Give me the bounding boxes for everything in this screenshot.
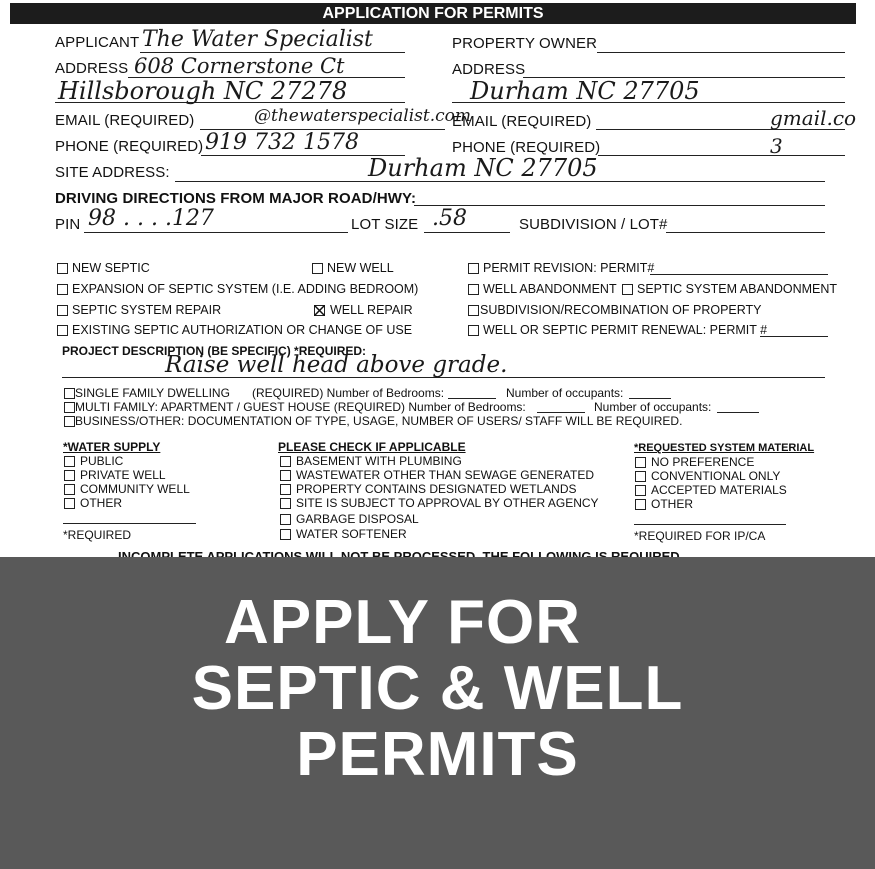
wetlands-label: PROPERTY CONTAINS DESIGNATED WETLANDS <box>296 482 577 496</box>
applicant-label: APPLICANT <box>55 34 140 51</box>
conventional-label: CONVENTIONAL ONLY <box>651 469 781 483</box>
owner-address-label: ADDRESS <box>452 61 526 78</box>
well-abandonment-label: WELL ABANDONMENT <box>483 282 617 296</box>
subdivision-recomb-checkbox[interactable] <box>468 305 479 316</box>
lot-size-value: .58 <box>432 206 467 231</box>
checkmark-x-icon <box>314 305 325 316</box>
owner-phone-label: PHONE (REQUIRED) <box>452 139 601 156</box>
property-owner-label: PROPERTY OWNER <box>452 35 598 52</box>
project-desc-value: Raise well head above grade. <box>165 352 508 378</box>
check-applicable-heading: PLEASE CHECK IF APPLICABLE <box>278 440 466 454</box>
address-label: ADDRESS <box>55 60 129 77</box>
new-well-checkbox[interactable] <box>312 263 323 274</box>
expansion-label: EXPANSION OF SEPTIC SYSTEM (I.E. ADDING BEDROOM) <box>72 282 419 296</box>
business-checkbox[interactable] <box>64 416 75 427</box>
applicant-line <box>140 52 405 53</box>
single-family-checkbox[interactable] <box>64 388 75 399</box>
system-material-heading: *REQUESTED SYSTEM MATERIAL <box>634 442 815 454</box>
single-family-bedrooms-label: (REQUIRED) Number of Bedrooms: <box>252 386 445 400</box>
email-value: @thewaterspecialist.com <box>254 106 472 126</box>
garbage-disposal-checkbox[interactable] <box>280 514 291 525</box>
owner-phone-line <box>598 155 845 156</box>
basement-checkbox[interactable] <box>280 456 291 467</box>
owner-city-value: Durham NC 27705 <box>470 77 700 105</box>
material-other-label: OTHER <box>651 497 693 511</box>
pin-label: PIN <box>55 216 81 233</box>
apply-banner[interactable] <box>0 557 875 869</box>
existing-septic-checkbox[interactable] <box>57 325 68 336</box>
water-supply-other-label: OTHER <box>80 496 122 510</box>
water-supply-footer: *REQUIRED <box>63 528 132 542</box>
site-address-label: SITE ADDRESS: <box>55 164 170 181</box>
banner-line-2: SEPTIC & WELL <box>191 654 684 723</box>
banner-line-3: PERMITS <box>296 720 579 789</box>
water-supply-other-checkbox[interactable] <box>64 498 75 509</box>
water-supply-private-label: PRIVATE WELL <box>80 468 166 482</box>
water-supply-heading: *WATER SUPPLY <box>63 440 161 454</box>
multi-family-bedrooms-line <box>537 412 585 413</box>
water-softener-checkbox[interactable] <box>280 529 291 540</box>
wastewater-label: WASTEWATER OTHER THAN SEWAGE GENERATED <box>296 468 595 482</box>
city-value: Hillsborough NC 27278 <box>58 77 348 105</box>
renewal-checkbox[interactable] <box>468 325 479 336</box>
owner-phone-value: 3 <box>770 134 783 158</box>
owner-email-label: EMAIL (REQUIRED) <box>452 113 592 130</box>
renewal-label: WELL OR SEPTIC PERMIT RENEWAL: PERMIT # <box>483 323 768 337</box>
septic-abandonment-label: SEPTIC SYSTEM ABANDONMENT <box>637 282 838 296</box>
conventional-checkbox[interactable] <box>635 471 646 482</box>
subdivision-recomb-label: SUBDIVISION/RECOMBINATION OF PROPERTY <box>480 303 762 317</box>
pin-line <box>84 232 348 233</box>
material-line <box>634 524 786 525</box>
wetlands-checkbox[interactable] <box>280 484 291 495</box>
form-title-bar <box>10 3 856 24</box>
property-owner-line <box>597 52 845 53</box>
permit-revision-label: PERMIT REVISION: PERMIT# <box>483 261 655 275</box>
phone-label: PHONE (REQUIRED) <box>55 138 204 155</box>
lot-size-line <box>424 232 510 233</box>
single-family-label: SINGLE FAMILY DWELLING <box>75 386 230 400</box>
septic-repair-label: SEPTIC SYSTEM REPAIR <box>72 303 222 317</box>
other-agency-label: SITE IS SUBJECT TO APPROVAL BY OTHER AGENCY <box>296 496 599 510</box>
directions-label: DRIVING DIRECTIONS FROM MAJOR ROAD/HWY: <box>55 190 417 207</box>
water-supply-community-checkbox[interactable] <box>64 484 75 495</box>
water-supply-public-label: PUBLIC <box>80 454 124 468</box>
multi-family-label: MULTI FAMILY: APARTMENT / GUEST HOUSE (REQUIRED) Number of Bedrooms: <box>75 400 526 414</box>
existing-septic-label: EXISTING SEPTIC AUTHORIZATION OR CHANGE OF USE <box>72 323 413 337</box>
phone-value: 919 732 1578 <box>205 130 359 155</box>
occupants2-label: Number of occupants: <box>594 400 712 414</box>
well-abandonment-checkbox[interactable] <box>468 284 479 295</box>
new-septic-label: NEW SEPTIC <box>72 261 150 275</box>
multi-family-checkbox[interactable] <box>64 402 75 413</box>
owner-email-value: gmail.co <box>770 106 857 130</box>
septic-abandonment-checkbox[interactable] <box>622 284 633 295</box>
permit-revision-checkbox[interactable] <box>468 263 479 274</box>
project-desc-label: PROJECT DESCRIPTION (BE SPECIFIC) *REQUIRED: <box>62 344 367 358</box>
subdivision-label: SUBDIVISION / LOT# <box>519 216 668 233</box>
accepted-materials-checkbox[interactable] <box>635 485 646 496</box>
address-value: 608 Cornerstone Ct <box>134 54 345 78</box>
permit-revision-line <box>650 274 828 275</box>
garbage-disposal-label: GARBAGE DISPOSAL <box>296 512 419 526</box>
septic-repair-checkbox[interactable] <box>57 305 68 316</box>
subdivision-line <box>666 232 825 233</box>
water-supply-community-label: COMMUNITY WELL <box>80 482 190 496</box>
water-supply-line <box>63 523 196 524</box>
new-septic-checkbox[interactable] <box>57 263 68 274</box>
directions-line <box>414 205 825 206</box>
water-supply-public-checkbox[interactable] <box>64 456 75 467</box>
water-supply-private-checkbox[interactable] <box>64 470 75 481</box>
material-other-checkbox[interactable] <box>635 499 646 510</box>
renewal-line <box>760 336 828 337</box>
other-agency-checkbox[interactable] <box>280 498 291 509</box>
basement-label: BASEMENT WITH PLUMBING <box>296 454 462 468</box>
accepted-materials-label: ACCEPTED MATERIALS <box>651 483 787 497</box>
no-preference-checkbox[interactable] <box>635 457 646 468</box>
business-label: BUSINESS/OTHER: DOCUMENTATION OF TYPE, USAGE, NUMBER OF USERS/ STAFF WILL BE REQUIRED. <box>75 414 683 428</box>
well-repair-label: WELL REPAIR <box>330 303 413 317</box>
new-well-label: NEW WELL <box>327 261 394 275</box>
email-label: EMAIL (REQUIRED) <box>55 112 195 129</box>
lot-size-label: LOT SIZE <box>351 216 419 233</box>
occupants2-line <box>717 412 759 413</box>
form-title: APPLICATION FOR PERMITS <box>322 5 544 22</box>
no-preference-label: NO PREFERENCE <box>651 455 755 469</box>
wastewater-checkbox[interactable] <box>280 470 291 481</box>
water-softener-label: WATER SOFTENER <box>296 527 407 541</box>
occupants-label: Number of occupants: <box>506 386 624 400</box>
banner-line-1: APPLY FOR <box>224 588 581 657</box>
occupants-line <box>629 398 671 399</box>
expansion-checkbox[interactable] <box>57 284 68 295</box>
pin-value: 98 . . . .127 <box>88 206 214 231</box>
applicant-value: The Water Specialist <box>142 27 373 52</box>
system-material-footer: *REQUIRED FOR IP/CA <box>634 529 766 543</box>
well-repair-checkbox[interactable] <box>314 305 325 316</box>
site-address-value: Durham NC 27705 <box>368 154 598 182</box>
single-family-bedrooms-line <box>448 398 496 399</box>
